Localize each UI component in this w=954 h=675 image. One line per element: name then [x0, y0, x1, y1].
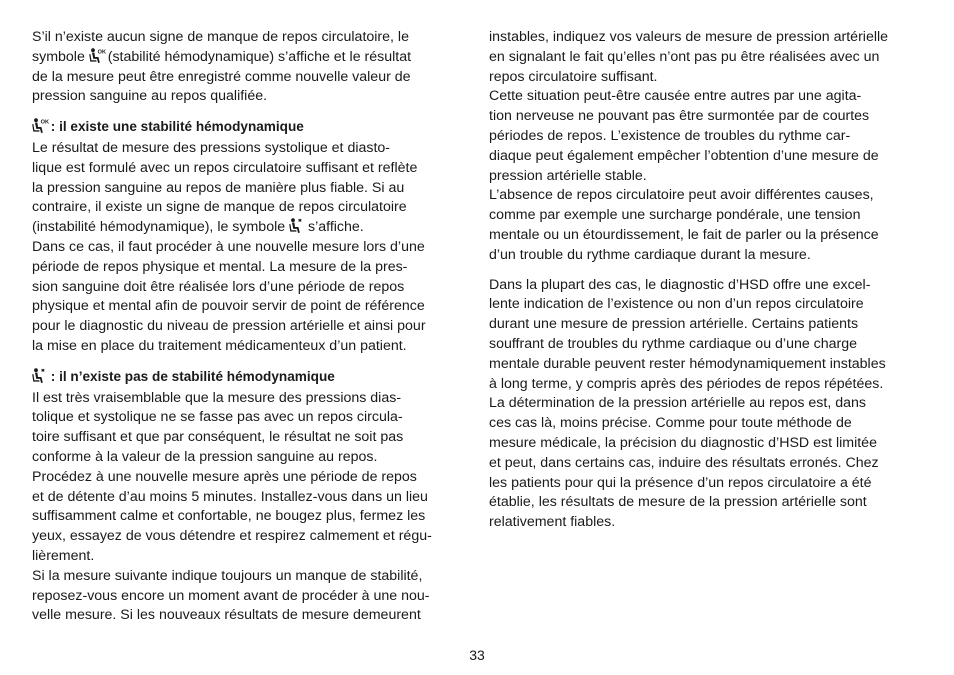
text-line: L’absence de repos circulatoire peut avoir différentes causes,	[489, 187, 874, 204]
text-line: tion nerveuse ne pouvant pas être surmontée par de courtes	[489, 108, 870, 125]
text-line: à long terme, y compris après des périodes de repos répétées.	[489, 375, 884, 392]
text-line: pression artérielle stable.	[489, 167, 647, 184]
svg-text:OK: OK	[40, 119, 49, 126]
text-line: les patients pour qui la présence d’un repos circulatoire a été	[489, 474, 872, 491]
text-line: pour le diagnostic du niveau de pression artérielle et ainsi pour	[32, 318, 426, 335]
page-number: 33	[469, 647, 485, 663]
paragraph	[32, 28, 466, 107]
text-line: durant une mesure de pression artérielle. Certains patients	[489, 316, 859, 333]
right-column	[489, 28, 925, 533]
text-line: instables, indiquez vos valeurs de mesure de pression artérielle	[489, 29, 889, 45]
paragraph	[489, 276, 925, 533]
text-line: en signalant le fait qu’elles n’ont pas pu être réalisées avec un	[489, 48, 880, 65]
text-line: conforme à la valeur de la pression sanguine au repos.	[32, 448, 378, 465]
text-line: repos circulatoire suffisant.	[489, 68, 658, 85]
text-line: La détermination de la pression artérielle au repos est, dans	[489, 395, 866, 412]
left-column	[32, 28, 466, 626]
seated-person-ok-icon	[32, 118, 47, 134]
text-line: Cette situation peut-être causée entre autres par une agita-	[489, 88, 862, 105]
text-line: lente indication de l’existence ou non d’un repos circulatoire	[489, 296, 864, 313]
text-line: période de repos physique et mental. La mesure de la pres-	[32, 258, 408, 275]
text-line: et de détente d’au moins 5 minutes. Installez-vous dans un lieu	[32, 488, 428, 505]
text-line: velle mesure. Si les nouveaux résultats de mesure demeurent	[32, 607, 421, 624]
heading-label: : il n’existe pas de stabilité hémodynamique	[47, 368, 335, 384]
text-line: reposez-vous encore un moment avant de procéder à une nou-	[32, 587, 430, 604]
text-line: relativement fiables.	[489, 514, 616, 531]
text-line: pression sanguine au repos qualifiée.	[32, 88, 268, 105]
text-line: lièrement.	[32, 547, 95, 564]
text-line: toire suffisant et que par conséquent, le résultat ne soit pas	[32, 429, 404, 446]
text-line	[32, 218, 466, 238]
text-line: de la mesure peut être enregistré comme nouvelle valeur de	[32, 68, 411, 85]
text-line: Il est très vraisemblable que la mesure des pressions dias-	[32, 389, 402, 406]
text-line: mentale durable peuvent rester hémodynamiquement instables	[489, 355, 886, 372]
text-fragment: s’affiche.	[304, 219, 364, 236]
text-line: physique et mental afin de pouvoir servir de point de référence	[32, 298, 425, 315]
text-line: la pression sanguine au repos de manière plus fiable. Si au	[32, 179, 405, 196]
text-line: contraire, il existe un signe de manque de repos circulatoire	[32, 199, 407, 216]
text-line: sion sanguine doit être réalisée lors d’une période de repos	[32, 278, 405, 295]
heading-text	[32, 117, 466, 137]
text-line	[32, 48, 466, 68]
text-line: lique est formulé avec un repos circulatoire suffisant et reflète	[32, 159, 418, 176]
text-line: S’il n’existe aucun signe de manque de repos circulatoire, le	[32, 29, 409, 45]
text-line: Dans la plupart des cas, le diagnostic d’HSD offre une excel-	[489, 276, 871, 293]
section-heading-stable	[32, 117, 466, 137]
text-line: ces cas là, moins précise. Comme pour toute méthode de	[489, 415, 852, 432]
text-line: comme par exemple une surcharge pondérale, une tension	[489, 207, 861, 224]
heading-text	[32, 367, 466, 387]
text-line: Dans ce cas, il faut procéder à une nouvelle mesure lors d’une	[32, 238, 425, 255]
seated-person-unstable-icon	[289, 218, 304, 234]
text-line: la mise en place du traitement médicamenteux d’un patient.	[32, 337, 407, 354]
text-fragment: symbole	[32, 48, 89, 65]
text-line: mesure médicale, la précision du diagnostic d’HSD est limitée	[489, 434, 877, 451]
seated-person-unstable-icon	[32, 368, 47, 384]
svg-text:OK: OK	[97, 49, 106, 56]
text-line: yeux, essayez de vous détendre et respirez calmement et régu-	[32, 528, 432, 545]
text-line: périodes de repos. L’existence de troubles du rythme car-	[489, 127, 851, 144]
paragraph	[32, 139, 466, 357]
text-line: Le résultat de mesure des pressions systolique et diasto-	[32, 139, 391, 156]
text-line: Procédez à une nouvelle mesure après une période de repos	[32, 468, 417, 485]
paragraph	[32, 389, 466, 627]
text-line: établie, les résultats de mesure de la pression artérielle sont	[489, 494, 867, 511]
heading-label: : il existe une stabilité hémodynamique	[47, 119, 304, 135]
text-fragment: (stabilité hémodynamique) s’affiche et le résultat	[103, 48, 412, 65]
seated-person-ok-icon	[89, 48, 104, 64]
text-fragment: (instabilité hémodynamique), le symbole	[32, 219, 290, 236]
text-line: Si la mesure suivante indique toujours un manque de stabilité,	[32, 567, 423, 584]
section-heading-unstable	[32, 367, 466, 387]
text-line: tolique et systolique ne se fasse pas avec un repos circula-	[32, 409, 403, 426]
text-line: et peut, dans certains cas, induire des résultats erronés. Chez	[489, 454, 879, 471]
text-line: suffisamment calme et confortable, ne bougez plus, fermez les	[32, 508, 426, 525]
paragraph	[489, 28, 925, 266]
text-line: d’un trouble du rythme cardiaque durant la mesure.	[489, 246, 811, 263]
text-line: souffrant de troubles du rythme cardiaque ou d’une charge	[489, 335, 858, 352]
text-line: diaque peut également empêcher l’obtention d’une mesure de	[489, 147, 879, 164]
text-line: mentale ou un étourdissement, le fait de parler ou la présence	[489, 226, 879, 243]
